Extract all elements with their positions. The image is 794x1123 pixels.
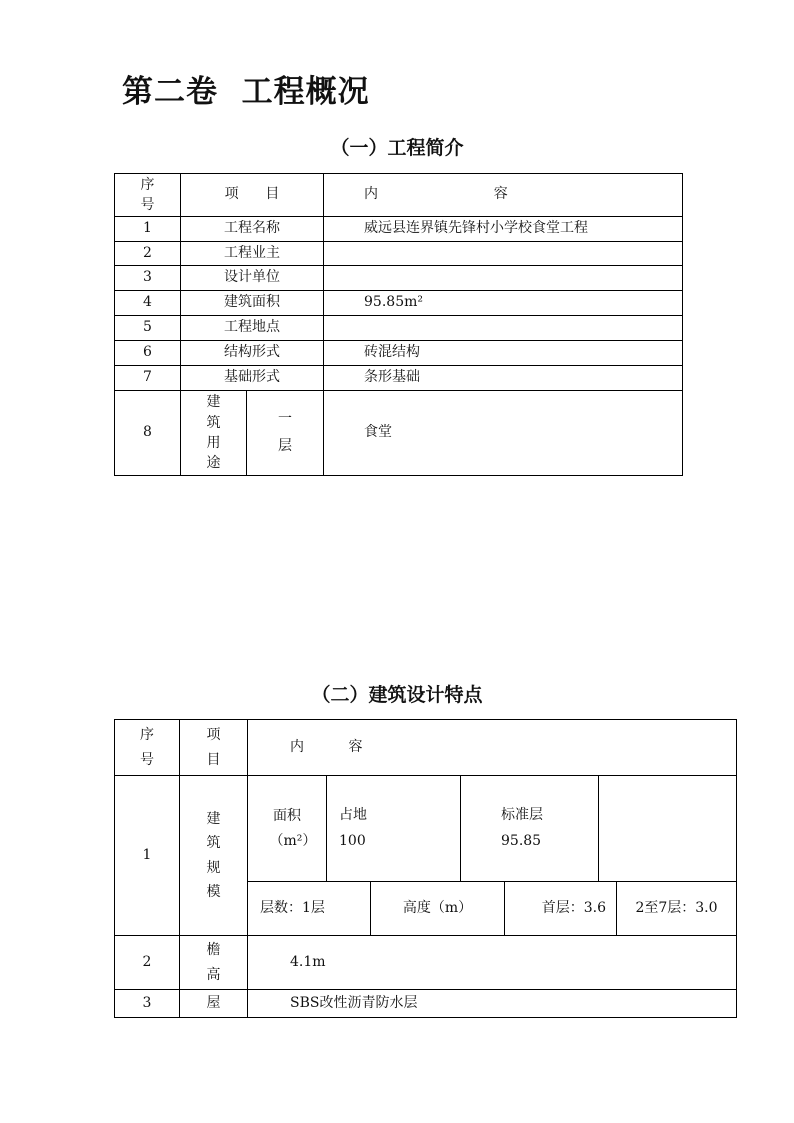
header-no: 序号 [115,174,181,217]
table-row: 4 建筑面积 95.85m² [115,291,683,316]
floor-label: 一层 [278,411,292,454]
empty-cell [599,776,737,882]
table-row: 8 建筑用途 一层 食堂 [115,391,683,476]
table-row: 3 屋 SBS改性沥青防水层 [115,990,737,1018]
header-item: 项 目 [181,174,324,217]
table-row: 1 工程名称 威远县连界镇先锋村小学校食堂工程 [115,217,683,242]
table-row: 6 结构形式 砖混结构 [115,341,683,366]
table-row: 2 檐高 4.1m [115,936,737,990]
usage-label: 建筑用途 [206,394,221,472]
floors-cell: 层数：1层 [248,882,371,936]
header-content: 内 容 [324,174,683,217]
header-content: 内 容 [248,720,737,776]
first-floor-height: 首层：3.6 [505,882,617,936]
design-features-table [114,719,737,1018]
row1-item: 建筑规模 [180,776,248,936]
table-row: 3 设计单位 [115,266,683,291]
land-cell: 占地 100 [327,776,461,882]
floors-2-7-height: 2至7层：3.0 [617,882,737,936]
row1-no: 1 [115,776,180,936]
section2-title: （二）建筑设计特点 [311,684,483,706]
table-row: 7 基础形式 条形基础 [115,366,683,391]
area-label: 面积（m²） [248,776,327,882]
height-label: 高度（m） [371,882,505,936]
standard-floor-cell: 标准层 95.85 [461,776,599,882]
table-row: 2 工程业主 [115,242,683,266]
header-item: 项目 [180,720,248,776]
section1-title: （一）工程简介 [330,137,464,159]
table-row: 5 工程地点 [115,316,683,341]
header-no: 序号 [115,720,180,776]
volume-title: 第二卷 工程概况 [122,74,370,110]
project-intro-table [114,173,683,476]
